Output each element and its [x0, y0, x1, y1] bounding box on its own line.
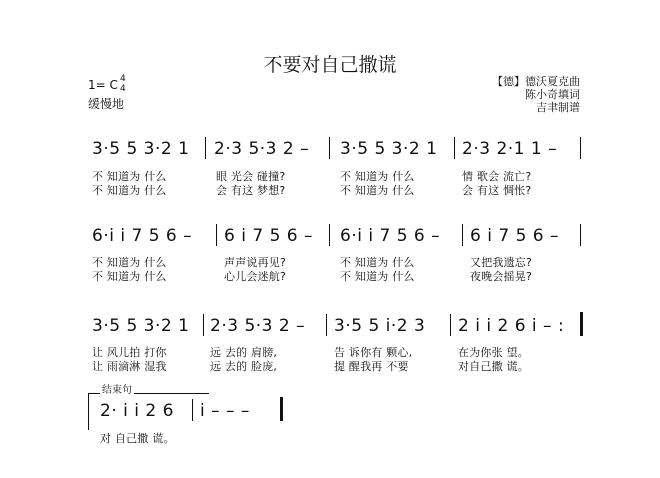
bar-line — [580, 137, 581, 159]
row2-lyric2-m3: 不 知道为 什么 — [340, 270, 415, 283]
bar-line — [580, 224, 581, 246]
row2-lyric1-m2: 声声说再见? — [224, 256, 287, 269]
row3-lyric1-m1: 让 风儿拍 打你 — [92, 346, 167, 359]
bar-line — [326, 314, 327, 336]
bar-line — [329, 224, 330, 246]
time-signature-bottom: 4 — [120, 84, 126, 94]
row2-measure1-notes: 6·i i 7 5 6 – — [92, 226, 193, 246]
row3-lyric2-m1: 让 雨滴淋 湿我 — [92, 360, 167, 373]
row1-lyric2-m4: 会 有这 惆怅? — [462, 184, 532, 197]
time-signature — [120, 74, 126, 94]
repeat-end-bar — [580, 312, 583, 336]
row2-lyric1-m4: 又把我遗忘? — [470, 256, 533, 269]
bar-line — [329, 137, 330, 159]
bar-line — [216, 224, 217, 246]
arranger: 吉聿制谱 — [536, 101, 580, 114]
row3-lyric1-m2: 远 去的 肩膀, — [210, 346, 278, 359]
row2-measure3-notes: 6·i i 7 5 6 – — [340, 226, 441, 246]
row3-lyric1-m3: 告 诉你有 颗心, — [334, 346, 413, 359]
tempo-marking: 缓慢地 — [88, 97, 125, 111]
bar-line — [462, 224, 463, 246]
row3-lyric2-m2: 远 去的 脸庞, — [210, 360, 278, 373]
row2-measure4-notes: 6 i 7 5 6 – — [470, 226, 560, 246]
row3-measure4-notes: 2 i i 2 6 i – : — [458, 316, 565, 336]
row2-lyric2-m2: 心儿会迷航? — [224, 270, 287, 283]
row1-lyric2-m2: 会 有这 梦想? — [216, 184, 286, 197]
bar-line — [192, 399, 193, 421]
row2-lyric2-m1: 不 知道为 什么 — [92, 270, 167, 283]
row1-measure2-notes: 2·3 5·3 2 – — [214, 139, 310, 159]
row2-measure2-notes: 6 i 7 5 6 – — [224, 226, 314, 246]
row2-lyric2-m4: 夜晚会摇晃? — [470, 270, 533, 283]
composer: 【德】德沃夏克曲 — [492, 75, 580, 88]
row1-lyric2-m3: 不 知道为 什么 — [340, 184, 415, 197]
row3-measure2-notes: 2·3 5·3 2 – — [210, 316, 306, 336]
time-signature-top: 4 — [120, 74, 126, 84]
row1-lyric2-m1: 不 知道为 什么 — [92, 184, 167, 197]
coda-measure2-notes: i – – – — [200, 401, 250, 421]
coda-measure1-notes: 2· i i 2 6 — [100, 401, 174, 421]
bar-line — [450, 314, 451, 336]
row1-lyric1-m1: 不 知道为 什么 — [92, 170, 167, 183]
row1-measure3-notes: 3·5 5 3·2 1 — [340, 139, 438, 159]
row3-lyric2-m3: 提 醒我再 不要 — [334, 360, 409, 373]
lyricist: 陈小奇填词 — [525, 88, 580, 101]
row3-measure3-notes: 3·5 5 i·2 3 — [334, 316, 426, 336]
row3-lyric1-m4: 在为你张 望。 — [458, 346, 529, 359]
credits — [492, 75, 580, 114]
key-signature: 1= C — [88, 78, 118, 92]
row3-measure1-notes: 3·5 5 3·2 1 — [92, 316, 190, 336]
coda-label: 结束句 — [100, 381, 134, 396]
bar-line — [203, 314, 204, 336]
song-title: 不要对自己撒谎 — [263, 54, 397, 76]
row1-measure4-notes: 2·3 2·1 1 – — [462, 139, 558, 159]
row3-lyric2-m4: 对自己撒 谎。 — [458, 360, 529, 373]
coda-lyric: 对 自己撒 谎。 — [100, 432, 175, 445]
row1-lyric1-m2: 眼 光会 碰撞? — [216, 170, 286, 183]
row1-lyric1-m3: 不 知道为 什么 — [340, 170, 415, 183]
row1-measure1-notes: 3·5 5 3·2 1 — [92, 139, 190, 159]
row1-lyric1-m4: 情 歌会 流亡? — [462, 170, 532, 183]
bar-line — [454, 137, 455, 159]
row2-lyric1-m1: 不 知道为 什么 — [92, 256, 167, 269]
final-bar — [280, 397, 283, 421]
row2-lyric1-m3: 不 知道为 什么 — [340, 256, 415, 269]
bar-line — [205, 137, 206, 159]
